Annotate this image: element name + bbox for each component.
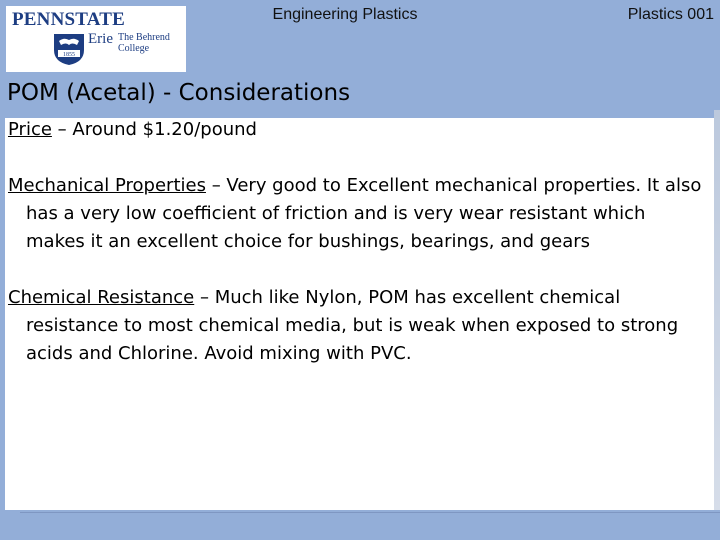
term-chemical: Chemical Resistance	[8, 287, 195, 308]
price-text: Around $1.20/pound	[72, 119, 257, 140]
paragraph-chemical	[8, 284, 708, 368]
separator: –	[51, 119, 73, 140]
paragraph-price	[8, 116, 708, 144]
chemical-text: Much like Nylon, POM has excellent chemical resistance to most chemical media, but is weak when exposed to strong acids and Chlorine. Avoid mixing with PVC.	[26, 287, 679, 364]
paragraph-mechanical	[8, 172, 708, 256]
course-title: Engineering Plastics	[272, 6, 418, 23]
logo-wordmark: PENNSTATE	[12, 9, 126, 30]
logo-year: 1855	[63, 52, 75, 58]
right-rail	[714, 110, 720, 510]
term-price: Price	[8, 119, 52, 140]
separator: –	[205, 175, 227, 196]
university-logo	[6, 6, 186, 72]
slide-content	[8, 116, 708, 368]
logo-campus: Erie	[88, 31, 113, 47]
course-code: Plastics 001	[627, 6, 714, 23]
slide-title: POM (Acetal) - Considerations	[7, 80, 351, 106]
footer-line	[20, 512, 720, 513]
logo-college: The Behrend College	[118, 32, 170, 54]
footer-band	[0, 510, 720, 540]
mechanical-text: Very good to Excellent mechanical properties. It also has a very low coefficient of friction and is very wear resistant which makes it an excellent choice for bushings, bearings, and gears	[26, 175, 702, 252]
term-mechanical: Mechanical Properties	[8, 175, 206, 196]
nittany-lion-shield-icon	[52, 32, 86, 66]
left-rail	[0, 118, 5, 510]
separator: –	[194, 287, 215, 308]
